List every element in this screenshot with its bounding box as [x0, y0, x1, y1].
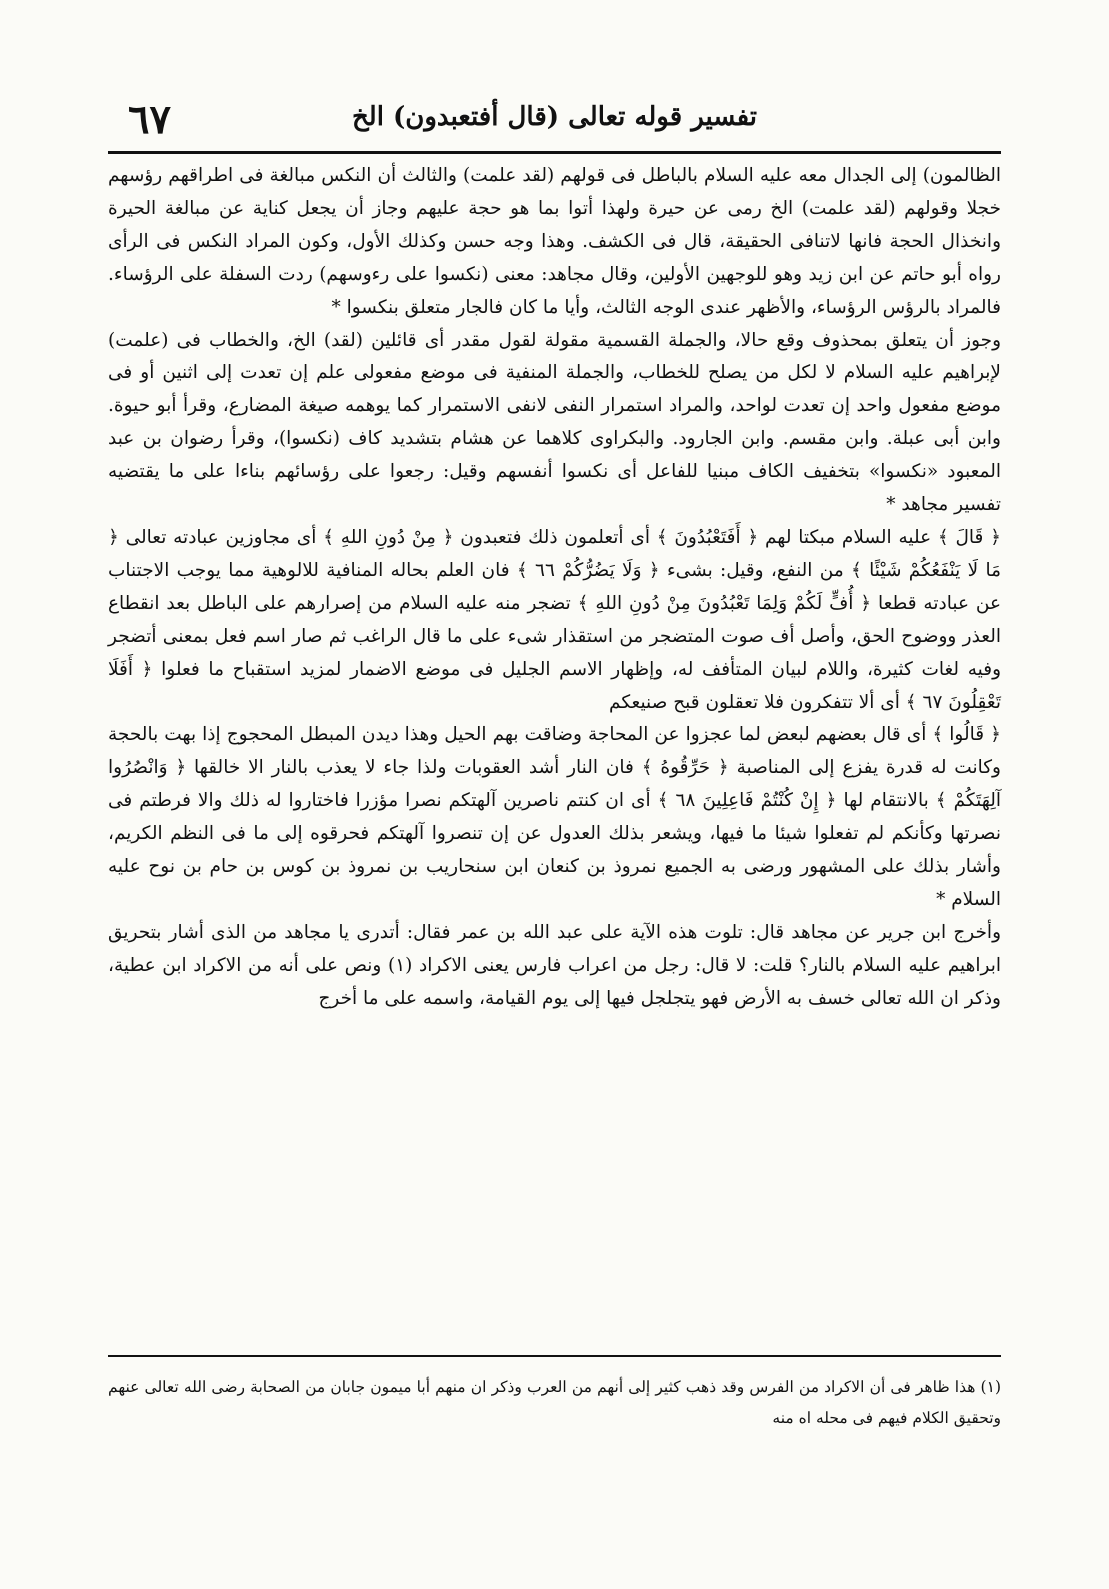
- paragraph: وجوز أن يتعلق بمحذوف وقع حالا، والجملة القسمية مقولة لقول مقدر أى قائلين (لقد) الخ، والخطاب فى (علمت) لإبراهيم عليه السلام لا لكل من يصلح للخطاب، والجملة المنفية فى موضع مفعولى علم إن تعدت إلى اثنين أو فى موضع مفعول واحد إن تعدت لواحد، والمراد استمرار النفى لانفى الاستمرار كما يوهمه صيغة المضارع، وقرأ أبو حيوة. وابن أبى عبلة. وابن مقسم. وابن الجارود. والبكراوى كلاهما عن هشام بتشديد كاف (نكسوا)، وقرأ رضوان بن عبد المعبود «نكسوا» بتخفيف الكاف مبنيا للفاعل أى نكسوا أنفسهم وقيل: رجعوا على رؤسائهم بناءا على ما يقتضيه تفسير مجاهد *: [108, 329, 1001, 516]
- footnote: [108, 1372, 1001, 1434]
- page-number: ٦٧: [128, 96, 171, 143]
- paragraph: ﴿ قَالُوا ﴾ أى قال بعضهم لبعض لما عجزوا عن المحاجة وضاقت بهم الحيل وهذا ديدن المبطل المحجوج إذا بهت بالحجة وكانت له قدرة يفزع إلى المناصبة ﴿ حَرِّقُوهُ ﴾ فان النار أشد العقوبات ولذا جاء لا يعذب بالنار الا خالقها ﴿ وَانْصُرُوا آلِهَتَكُمْ ﴾ بالانتقام لها ﴿ إِنْ كُنْتُمْ فَاعِلِينَ ٦٨ ﴾ أى ان كنتم ناصرين آلهتكم نصرا مؤزرا فاختاروا له ذلك والا فرطتم فى نصرتها وكأنكم لم تفعلوا شيئا ما فيها، ويشعر بذلك العدول عن إن تنصروا آلهتكم فحرقوه إلى ما فى النظم الكريم، وأشار بذلك على المشهور ورضى به الجميع نمروذ بن كنعان ابن سنحاريب بن نمروذ بن كوس بن حام بن نوح عليه السلام *: [108, 724, 1001, 910]
- footnote-text: (١) هذا ظاهر فى أن الاكراد من الفرس وقد ذهب كثير إلى أنهم من العرب وذكر ان منهم أبا ميمون جابان من الصحابة رضى الله تعالى عنهم وتحقيق الكلام فيهم فى محله اه منه: [108, 1378, 1001, 1427]
- paragraph: ﴿ قَالَ ﴾ عليه السلام مبكتا لهم ﴿ أَفَتَعْبُدُونَ ﴾ أى أتعلمون ذلك فتعبدون ﴿ مِنْ دُونِ اللهِ ﴾ أى مجاوزين عبادته تعالى ﴿ مَا لَا يَنْفَعُكُمْ شَيْئًا ﴾ من النفع، وقيل: بشىء ﴿ وَلَا يَضُرُّكُمْ ٦٦ ﴾ فان العلم بحاله المنافية للالوهية مما يوجب الاجتناب عن عبادته قطعا ﴿ أُفٍّ لَكُمْ وَلِمَا تَعْبُدُونَ مِنْ دُونِ اللهِ ﴾ تضجر منه عليه السلام من إصرارهم على الباطل بعد انقطاع العذر ووضوح الحق، وأصل أف صوت المتضجر من استقذار شىء على ما قال الراغب ثم صار اسم فعل بمعنى أتضجر وفيه لغات كثيرة، واللام لبيان المتأفف له، وإظهار الاسم الجليل فى موضع الاضمار لمزيد استقباح ما فعلوا ﴿ أَفَلَا تَعْقِلُونَ ٦٧ ﴾ أى ألا تتفكرون فلا تعقلون قبح صنيعكم: [108, 526, 1001, 713]
- footnote-rule: [108, 1355, 1001, 1357]
- header-rule: [108, 151, 1001, 154]
- paragraph: وأخرج ابن جرير عن مجاهد قال: تلوت هذه الآية على عبد الله بن عمر فقال: أتدرى يا مجاهد من الذى أشار بتحريق ابراهيم عليه السلام بالنار؟ قلت: لا قال: رجل من اعراب فارس يعنى الاكراد (١) ونص على أنه من الاكراد ابن عطية، وذكر ان الله تعالى خسف به الأرض فهو يتجلجل فيها إلى يوم القيامة، واسمه على ما أخرج: [108, 921, 1002, 1009]
- page-header: [108, 96, 1001, 146]
- paragraph: الظالمون) إلى الجدال معه عليه السلام بالباطل فى قولهم (لقد علمت) والثالث أن النكس مبالغة فى اطراقهم رؤسهم خجلا وقولهم (لقد علمت) الخ رمى عن حيرة ولهذا أتوا بما هو حجة عليهم وجاز أن يجعل كناية عن مبالغة الحيرة وانخذال الحجة فانها لاتنافى الحقيقة، قال فى الكشف. وهذا وجه حسن وكذلك الأول، وكون المراد النكس فى الرأى رواه أبو حاتم عن ابن زيد وهو للوجهين الأولين، وقال مجاهد: معنى (نكسوا على رءوسهم) ردت السفلة على الرؤساء. فالمراد بالرؤس الرؤساء، والأظهر عندى الوجه الثالث، وأيا ما كان فالجار متعلق بنكسوا *: [108, 165, 1001, 318]
- running-title: تفسير قوله تعالى (قال أفتعبدون) الخ: [351, 102, 757, 132]
- main-text: [108, 160, 1001, 1016]
